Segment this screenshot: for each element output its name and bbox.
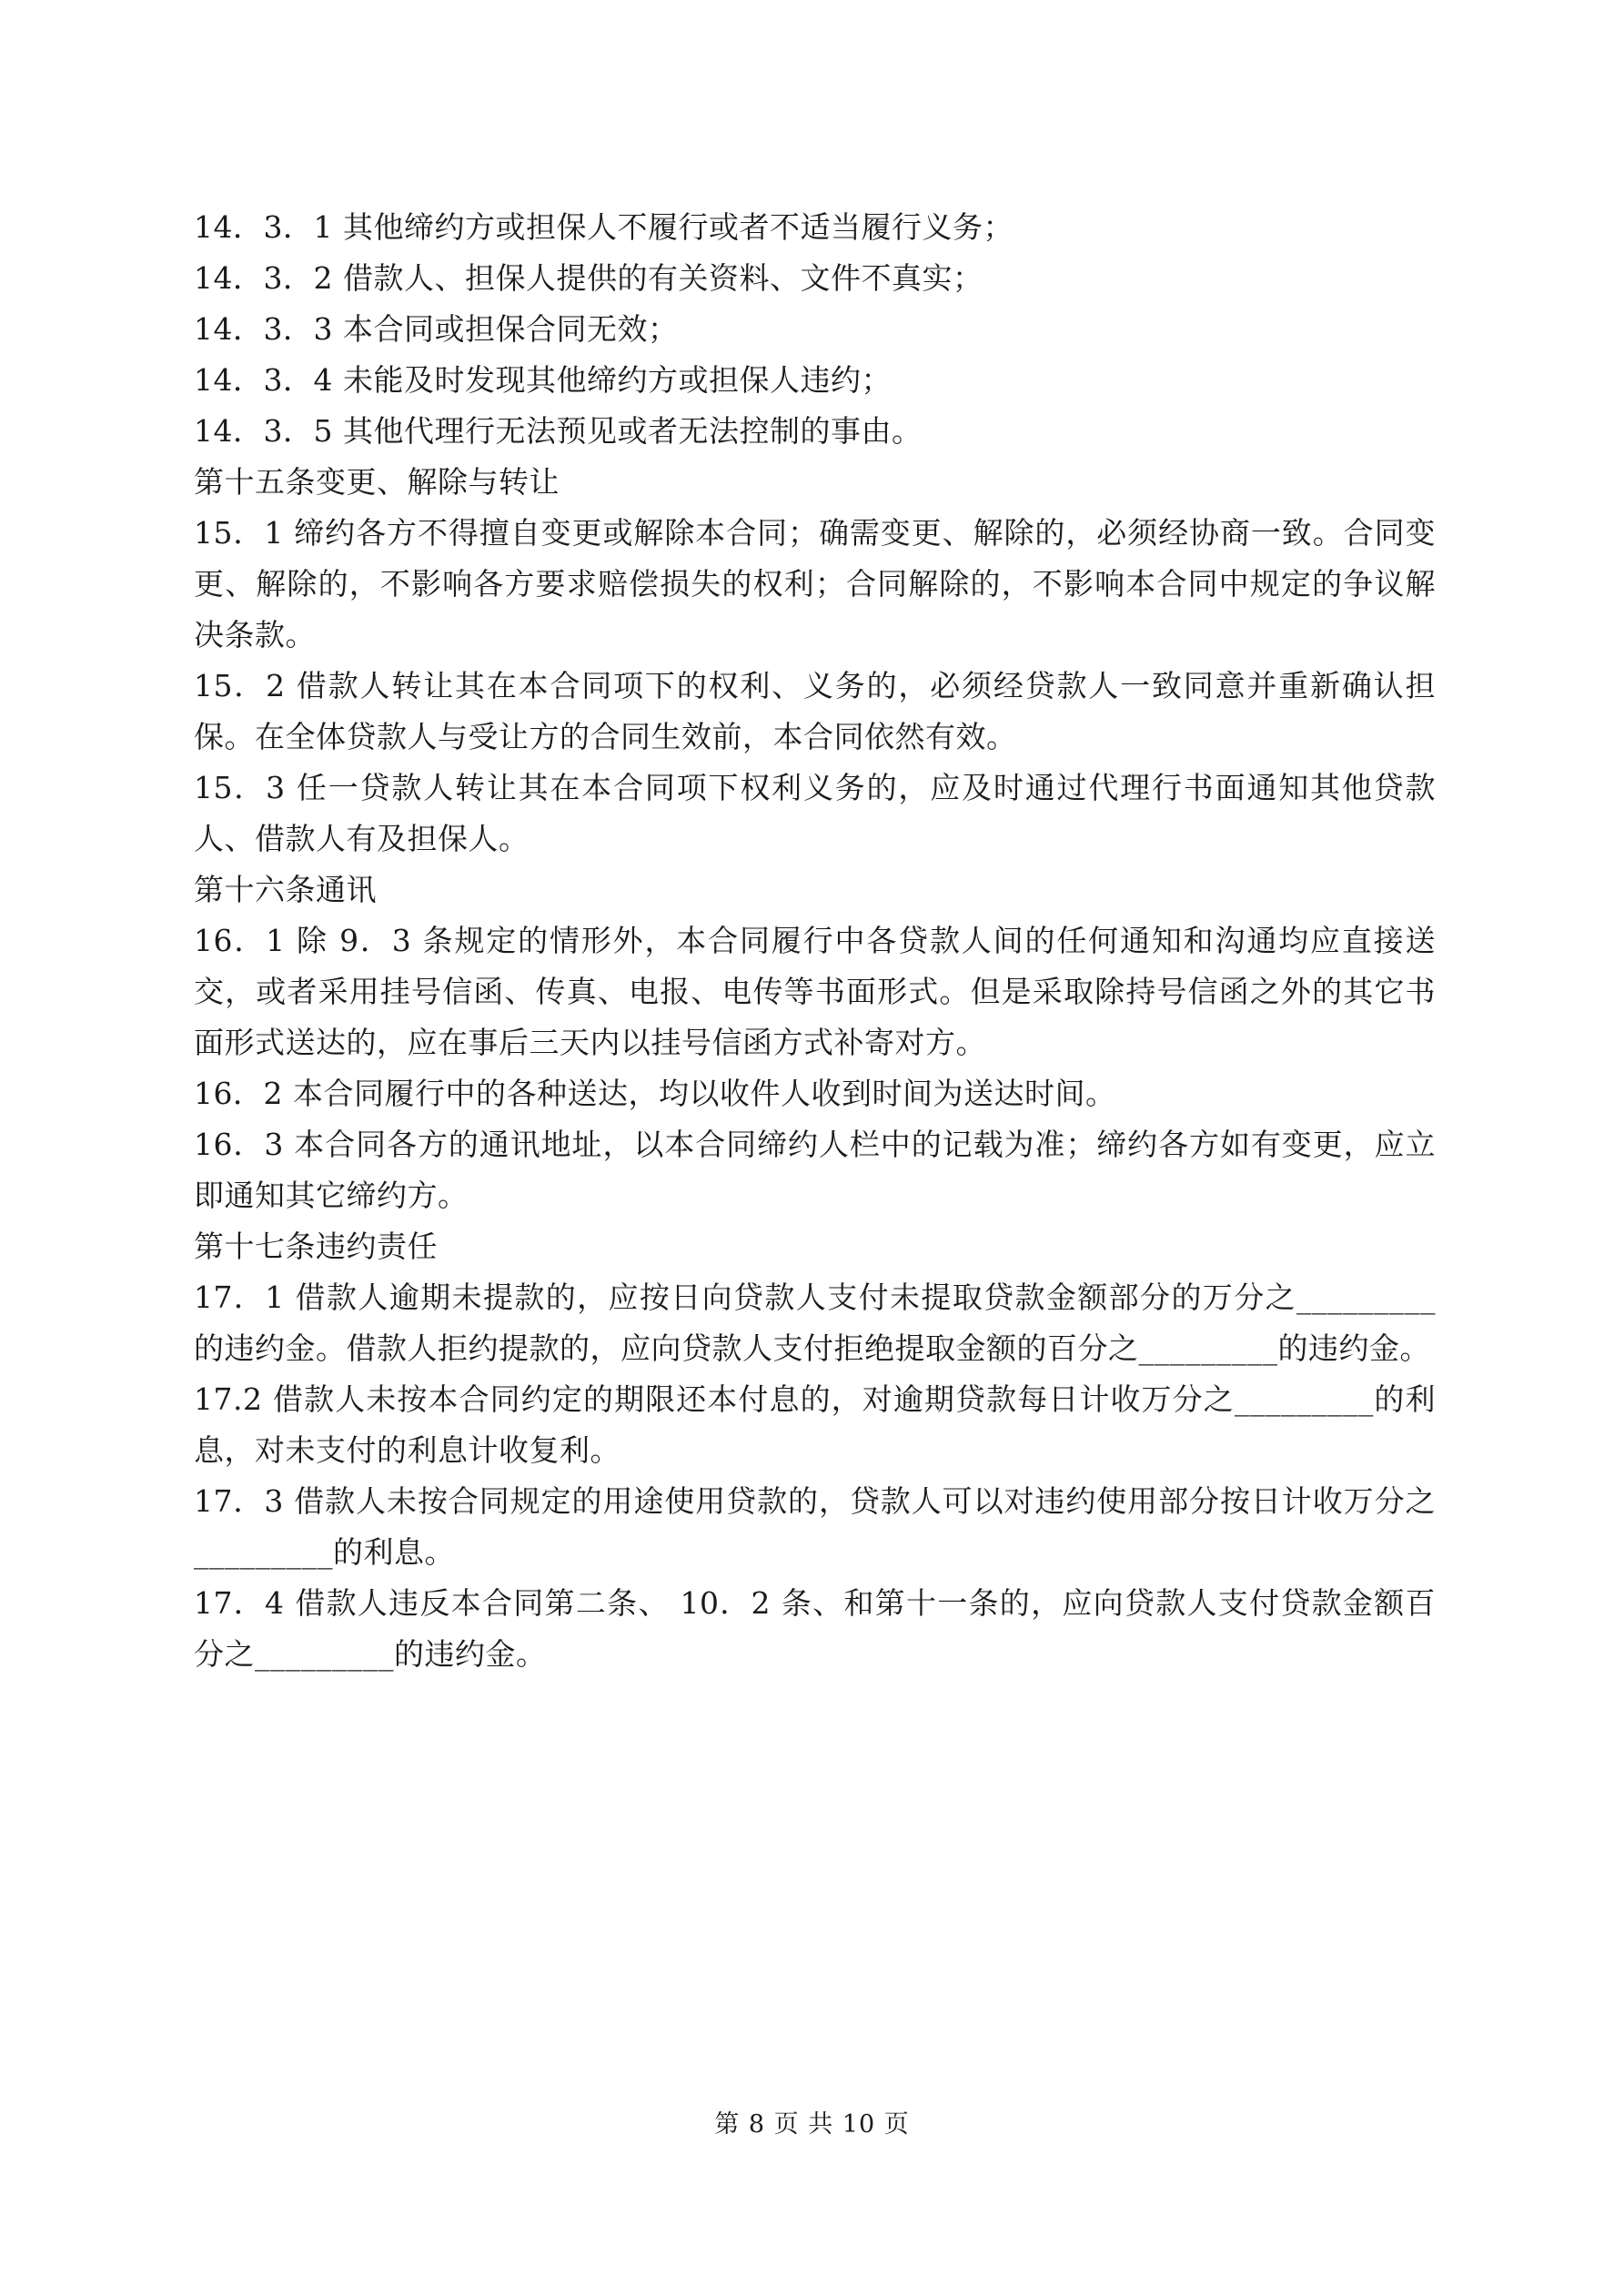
clause-15-2: 15．2 借款人转让其在本合同项下的权利、义务的，必须经贷款人一致同意并重新确认担保。在全体贷款人与受让方的合同生效前，本合同依然有效。 — [194, 668, 1436, 754]
clause-14-3-5: 14．3．5 其他代理行无法预见或者无法控制的事由。 — [194, 413, 923, 449]
clause-17-2: 17.2 借款人未按本合同约定的期限还本付息的，对逾期贷款每日计收万分之_________的利息，对未支付的利息计收复利。 — [194, 1381, 1436, 1468]
clause-14-3-3: 14．3．3 本合同或担保合同无效； — [194, 311, 679, 347]
page-number-footer: 第 8 页 共 10 页 — [714, 2110, 910, 2139]
clause-16-1: 16．1 除 9．3 条规定的情形外，本合同履行中各贷款人间的任何通知和沟通均应直接送交，或者采用挂号信函、传真、电报、电传等书面形式。但是采取除持号信函之外的其它书面形式送达的，应在事后三天内以挂号信函方式补寄对方。 — [194, 923, 1436, 1060]
clause-15-1: 15．1 缔约各方不得擅自变更或解除本合同；确需变更、解除的，必须经协商一致。合同变更、解除的，不影响各方要求赔偿损失的权利；合同解除的，不影响本合同中规定的争议解决条款。 — [194, 515, 1436, 652]
clause-15-3: 15．3 任一贷款人转让其在本合同项下权利义务的，应及时通过代理行书面通知其他贷款人、借款人有及担保人。 — [194, 770, 1436, 856]
clause-17-1: 17．1 借款人逾期未提款的，应按日向贷款人支付未提取贷款金额部分的万分之_________的违约金。借款人拒约提款的，应向贷款人支付拒绝提取金额的百分之_________的违约金。 — [194, 1279, 1436, 1366]
article-16-heading: 第十六条通讯 — [194, 872, 377, 907]
clause-16-3: 16．3 本合同各方的通讯地址，以本合同缔约人栏中的记载为准；缔约各方如有变更，应立即通知其它缔约方。 — [194, 1127, 1436, 1213]
clause-17-4: 17．4 借款人违反本合同第二条、 10．2 条、和第十一条的，应向贷款人支付贷款金额百分之_________的违约金。 — [194, 1585, 1436, 1672]
document-body — [194, 202, 1436, 1680]
article-15-heading: 第十五条变更、解除与转让 — [194, 464, 560, 500]
clause-14-3-4: 14．3．4 未能及时发现其他缔约方或担保人违约； — [194, 362, 892, 398]
clause-14-3-2: 14．3．2 借款人、担保人提供的有关资料、文件不真实； — [194, 260, 983, 296]
clause-16-2: 16．2 本合同履行中的各种送达，均以收件人收到时间为送达时间。 — [194, 1076, 1116, 1111]
article-17-heading: 第十七条违约责任 — [194, 1229, 438, 1264]
clause-17-3: 17．3 借款人未按合同规定的用途使用贷款的，贷款人可以对违约使用部分按日计收万分之_________的利息。 — [194, 1483, 1436, 1570]
clause-14-3-1: 14．3．1 其他缔约方或担保人不履行或者不适当履行义务； — [194, 209, 1014, 245]
